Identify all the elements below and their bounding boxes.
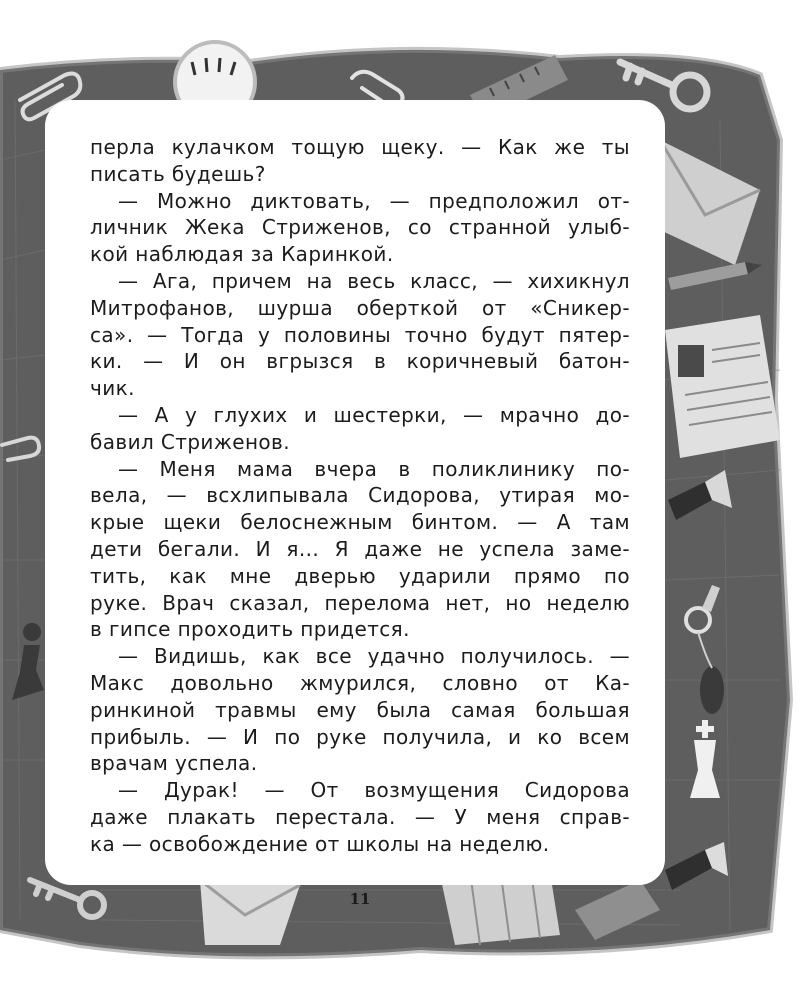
text-line: врачам успела. — [90, 751, 258, 776]
text-line: бавил Стриженов. — [90, 429, 291, 454]
text-line: прибыль. — И по руке получила, и ко всем — [90, 724, 630, 749]
text-line: — Видишь, как все удачно получилось. — — [118, 644, 630, 669]
text-line: писать будешь? — [90, 161, 266, 186]
body-text — [90, 134, 630, 858]
text-line: вела, — всхлипывала Сидорова, утирая мо- — [90, 483, 630, 508]
text-line: — А у глухих и шестерки, — мрачно до- — [118, 402, 630, 427]
text-line: ринкиной травмы ему была самая большая — [90, 697, 630, 722]
page-number: 11 — [349, 890, 371, 908]
text-line: в гипсе проходить придется. — [90, 617, 410, 642]
text-line: перла кулачком тощую щеку. — Как же ты — [90, 135, 630, 159]
text-line: кой наблюдая за Каринкой. — [90, 242, 394, 267]
text-line: даже плакать перестала. — У меня справ- — [90, 804, 630, 829]
text-line: дети бегали. И я... Я даже не успела заме- — [90, 536, 630, 561]
text-line: ки. — И он вгрызся в коричневый батон- — [90, 349, 630, 374]
text-line: ка — освобождение от школы на неделю. — [90, 831, 550, 856]
text-line: — Можно диктовать, — предположил от- — [118, 188, 630, 213]
text-line: Макс довольно жмурился, словно от Ка- — [90, 670, 630, 695]
text-line: чик. — [90, 376, 135, 401]
id-card-icon — [665, 315, 780, 458]
text-line: — Ага, причем на весь класс, — хихикнул — [118, 268, 630, 293]
text-line: личник Жека Стриженов, со странной улыб- — [90, 215, 630, 240]
text-line: — Меня мама вчера в поликлинику по- — [118, 456, 630, 481]
text-line: крые щеки белоснежным бинтом. — А там — [90, 510, 630, 535]
text-line: тить, как мне дверью ударили прямо по — [90, 563, 630, 588]
text-line: руке. Врач сказал, перелома нет, но неделю — [90, 590, 630, 615]
text-line: — Дурак! — От возмущения Сидорова — [118, 778, 630, 803]
text-line: Митрофанов, шурша оберткой от «Сникер- — [90, 295, 630, 320]
text-line: са». — Тогда у половины точно будут пятер- — [90, 322, 630, 347]
